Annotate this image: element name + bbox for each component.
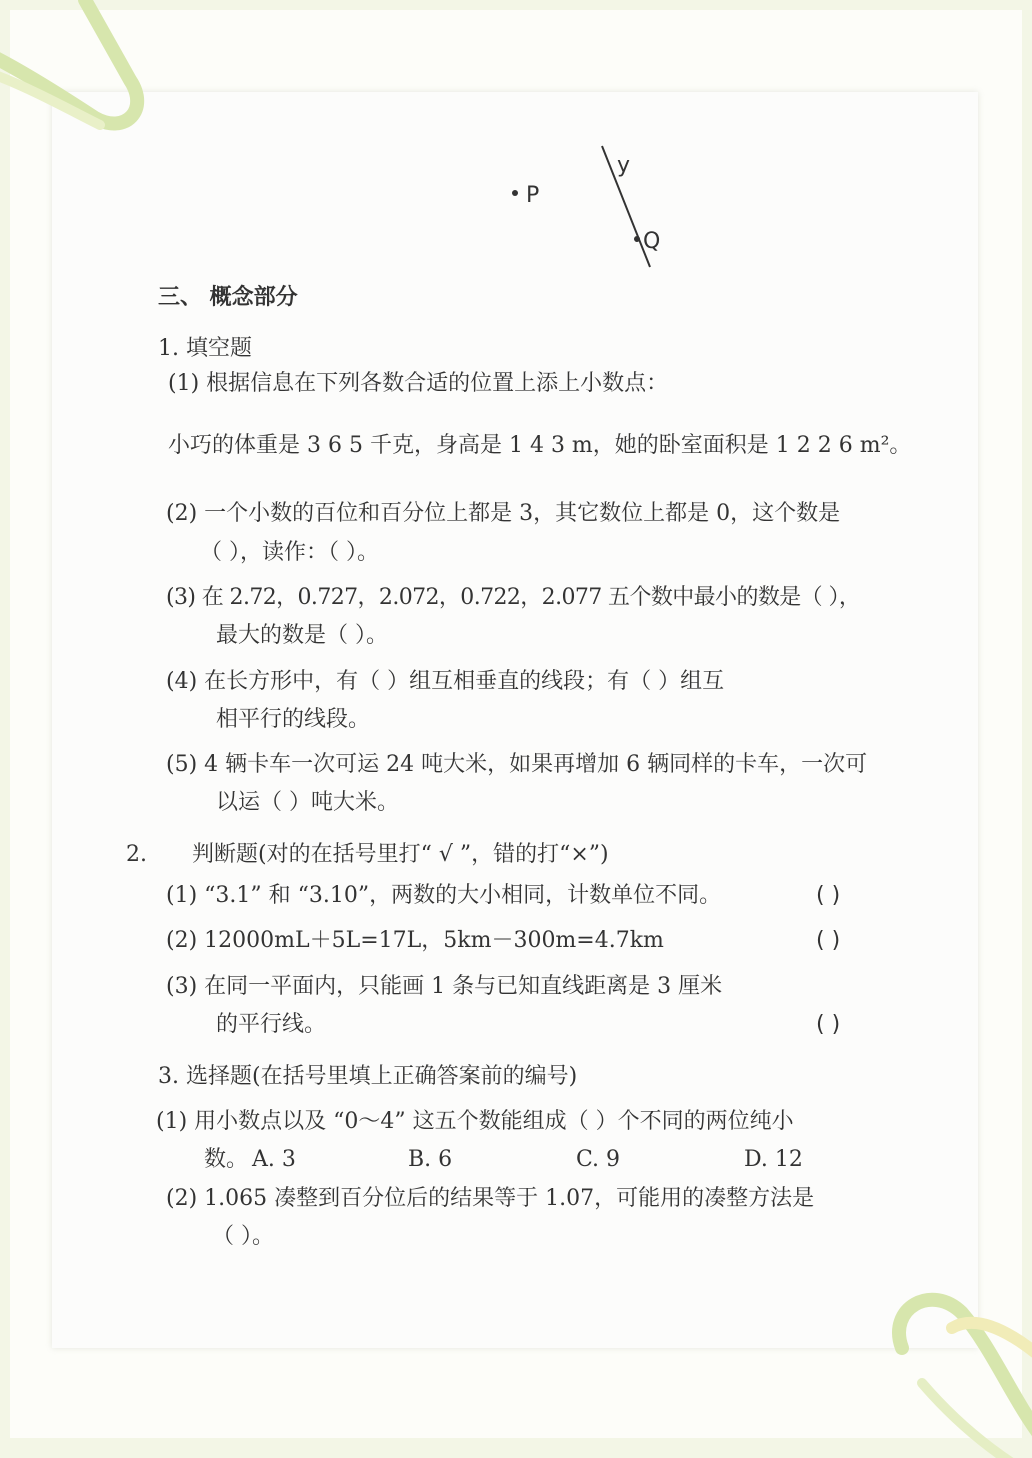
q3-item1-option-b[interactable]: B. 6 bbox=[408, 1147, 453, 1172]
line-y-label: y bbox=[617, 153, 631, 178]
q1-item4-line2: 相平行的线段。 bbox=[216, 707, 371, 732]
point-q-label: Q bbox=[643, 229, 661, 254]
point-q-dot bbox=[634, 236, 640, 242]
q1-title: 1. 填空题 bbox=[158, 336, 252, 361]
q2-number: 2. bbox=[126, 842, 147, 867]
q1-item3-line1: (3) 在 2.72，0.727，2.072，0.722，2.077 五个数中最小的数是（ ）， bbox=[166, 585, 861, 610]
q2-item2-text: (2) 12000mL＋5L=17L，5km－300m=4.7km bbox=[166, 928, 664, 953]
q1-item5-line1: (5) 4 辆卡车一次可运 24 吨大米，如果再增加 6 辆同样的卡车，一次可 bbox=[166, 752, 868, 777]
q2-item3-line2: 的平行线。 bbox=[216, 1012, 327, 1037]
section-title: 三、 概念部分 bbox=[158, 284, 298, 310]
q2-item2-answer-bracket[interactable]: ( ) bbox=[816, 928, 841, 953]
q1-item3-line2: 最大的数是（ ）。 bbox=[216, 623, 388, 648]
paperclip-top-left-icon bbox=[0, 0, 160, 140]
q1-item5-line2: 以运（ ）吨大米。 bbox=[216, 790, 399, 815]
q2-item1-text: (1) “3.1” 和 “3.10”，两数的大小相同，计数单位不同。 bbox=[166, 883, 722, 908]
q3-item1-option-d[interactable]: D. 12 bbox=[744, 1147, 803, 1172]
q2-item3-line1: (3) 在同一平面内，只能画 1 条与已知直线距离是 3 厘米 bbox=[166, 974, 723, 999]
q2-item3-answer-bracket[interactable]: ( ) bbox=[816, 1012, 841, 1037]
q3-item1-line2-prefix: 数。 bbox=[204, 1147, 249, 1172]
q3-item1-option-a[interactable]: A. 3 bbox=[252, 1147, 296, 1172]
q1-item1-line1: (1) 根据信息在下列各数合适的位置上添上小数点： bbox=[168, 371, 669, 396]
q3-item2-line2: （ ）。 bbox=[212, 1224, 274, 1249]
q3-title: 3. 选择题(在括号里填上正确答案前的编号) bbox=[158, 1064, 578, 1089]
point-p-label: P bbox=[526, 183, 540, 208]
q1-item1-line2: 小巧的体重是 3 6 5 千克，身高是 1 4 3 m，她的卧室面积是 1 2 2 6 m²。 bbox=[168, 433, 912, 458]
worksheet-page bbox=[52, 92, 978, 1348]
q1-item4-line1: (4) 在长方形中，有（ ）组互相垂直的线段；有（ ）组互 bbox=[166, 669, 725, 694]
q1-item2-line2: （ ），读作：（ ）。 bbox=[200, 540, 379, 565]
q2-item1-answer-bracket[interactable]: ( ) bbox=[816, 883, 841, 908]
q3-item1-line1: (1) 用小数点以及 “0～4” 这五个数能组成（ ）个不同的两位纯小 bbox=[156, 1109, 794, 1134]
q2-title: 判断题(对的在括号里打“ √ ”，错的打“×”) bbox=[192, 842, 609, 867]
paperclip-bottom-right-icon bbox=[882, 1288, 1032, 1458]
point-p-dot bbox=[512, 190, 518, 196]
point-line-figure bbox=[490, 140, 690, 275]
q3-item1-option-c[interactable]: C. 9 bbox=[576, 1147, 621, 1172]
q1-item2-line1: (2) 一个小数的百位和百分位上都是 3，其它数位上都是 0，这个数是 bbox=[166, 501, 841, 526]
q3-item2-line1: (2) 1.065 凑整到百分位后的结果等于 1.07，可能用的凑整方法是 bbox=[166, 1186, 815, 1211]
